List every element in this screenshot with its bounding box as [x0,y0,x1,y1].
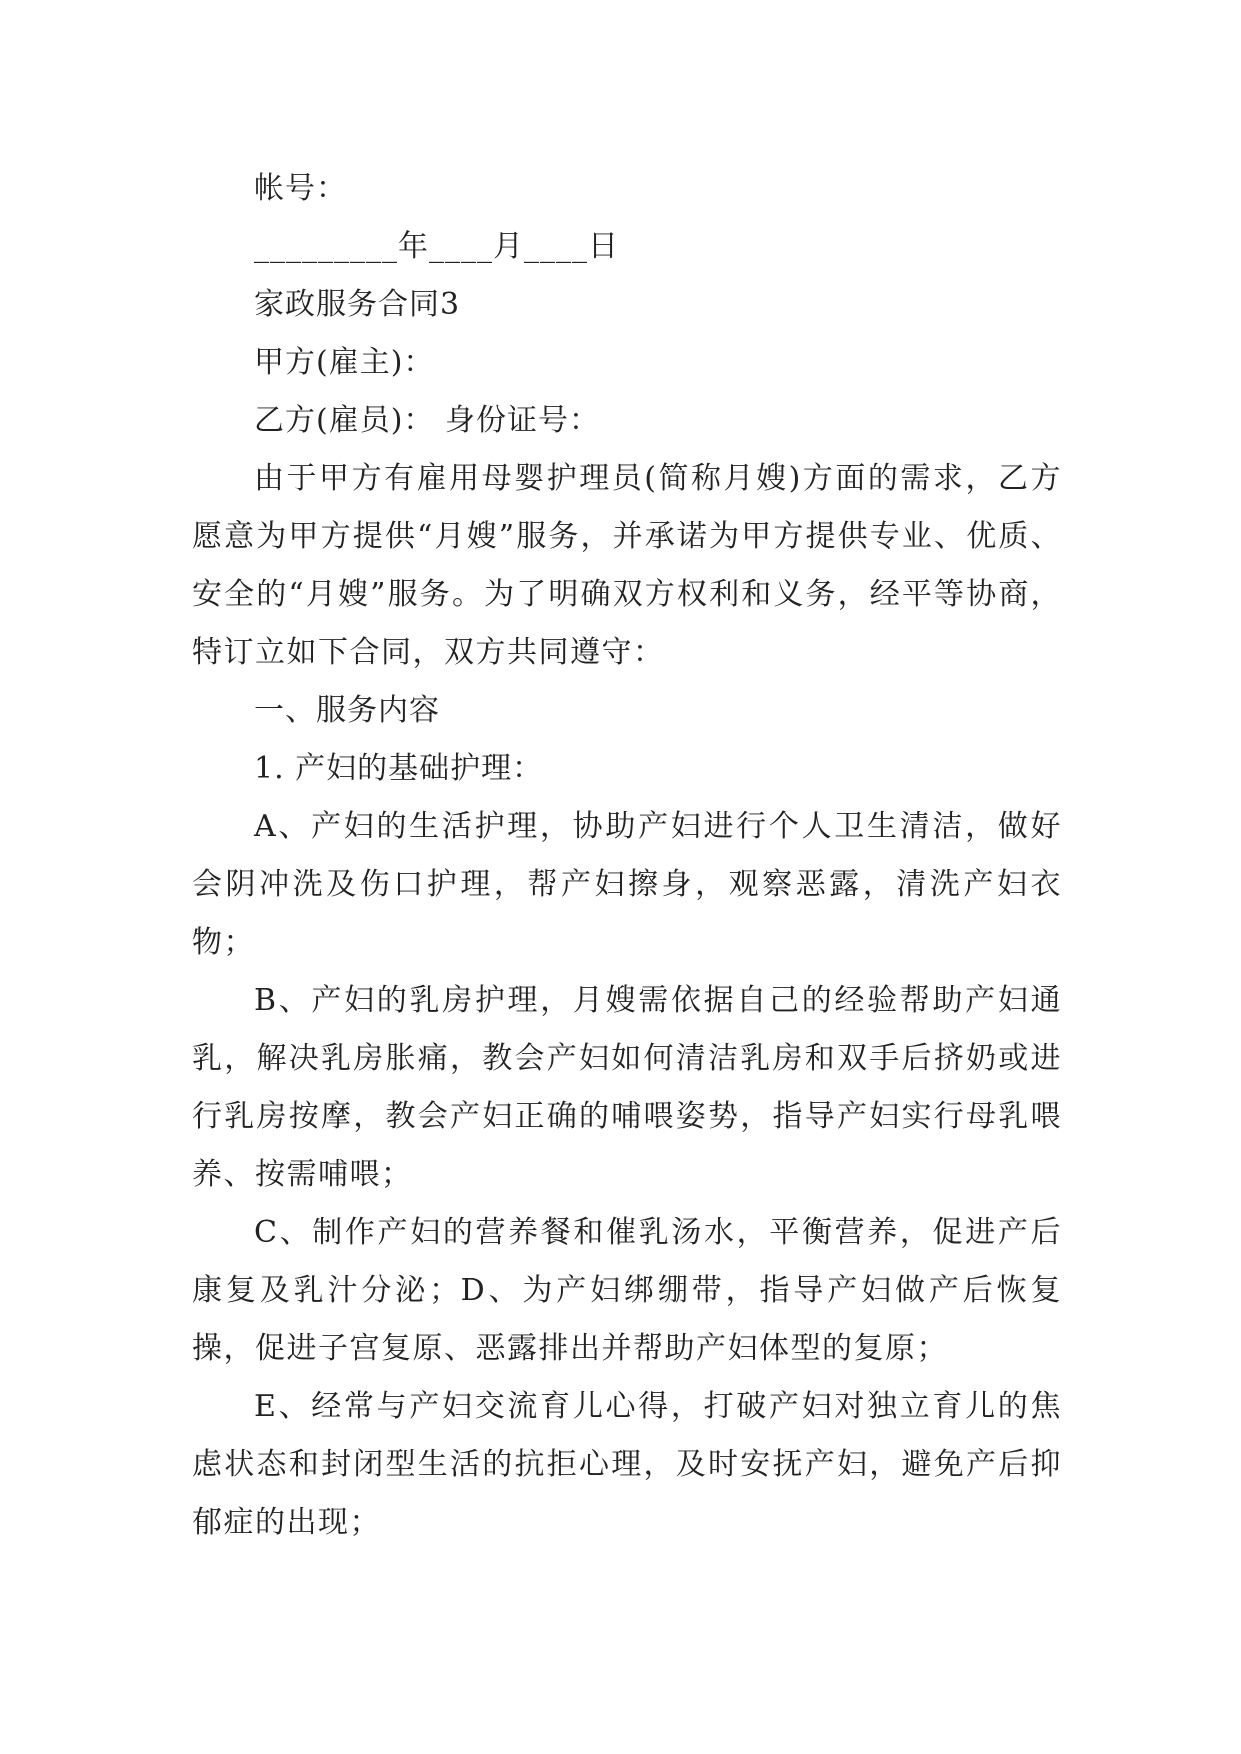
account-label: 帐号： [254,171,347,206]
contract-title: 家政服务合同3 [254,287,461,322]
item-basic-care: 1. 产妇的基础护理： [254,751,544,786]
item-e-paragraph: E、经常与产妇交流育儿心得，打破产妇对独立育儿的焦虑状态和封闭型生活的抗拒心理，及时安抚产妇，避免产后抑郁症的出现； [192,1389,1062,1540]
date-line: _________年____月____日 [254,229,619,264]
item-a-paragraph: A、产妇的生活护理，协助产妇进行个人卫生清洁，做好会阴冲洗及伤口护理，帮产妇擦身，观察恶露，清洗产妇衣物； [192,809,1062,960]
item-cd-paragraph: C、制作产妇的营养餐和催乳汤水，平衡营养，促进产后康复及乳汁分泌；D、为产妇绑绷带，指导产妇做产后恢复操，促进子宫复原、恶露排出并帮助产妇体型的复原； [192,1215,1062,1366]
document-body [192,160,1062,1552]
party-a-line: 甲方(雇主)： [254,345,435,380]
section-heading-service: 一、服务内容 [254,693,440,728]
intro-paragraph: 由于甲方有雇用母婴护理员(简称月嫂)方面的需求，乙方愿意为甲方提供“月嫂”服务，并承诺为甲方提供专业、优质、安全的“月嫂”服务。为了明确双方权利和义务，经平等协商，特订立如下合同，双方共同遵守： [192,461,1062,670]
party-b-line: 乙方(雇员)： 身份证号： [254,403,600,438]
item-b-paragraph: B、产妇的乳房护理，月嫂需依据自己的经验帮助产妇通乳，解决乳房胀痛，教会产妇如何清洁乳房和双手后挤奶或进行乳房按摩，教会产妇正确的哺喂姿势，指导产妇实行母乳喂养、按需哺喂； [192,983,1062,1192]
